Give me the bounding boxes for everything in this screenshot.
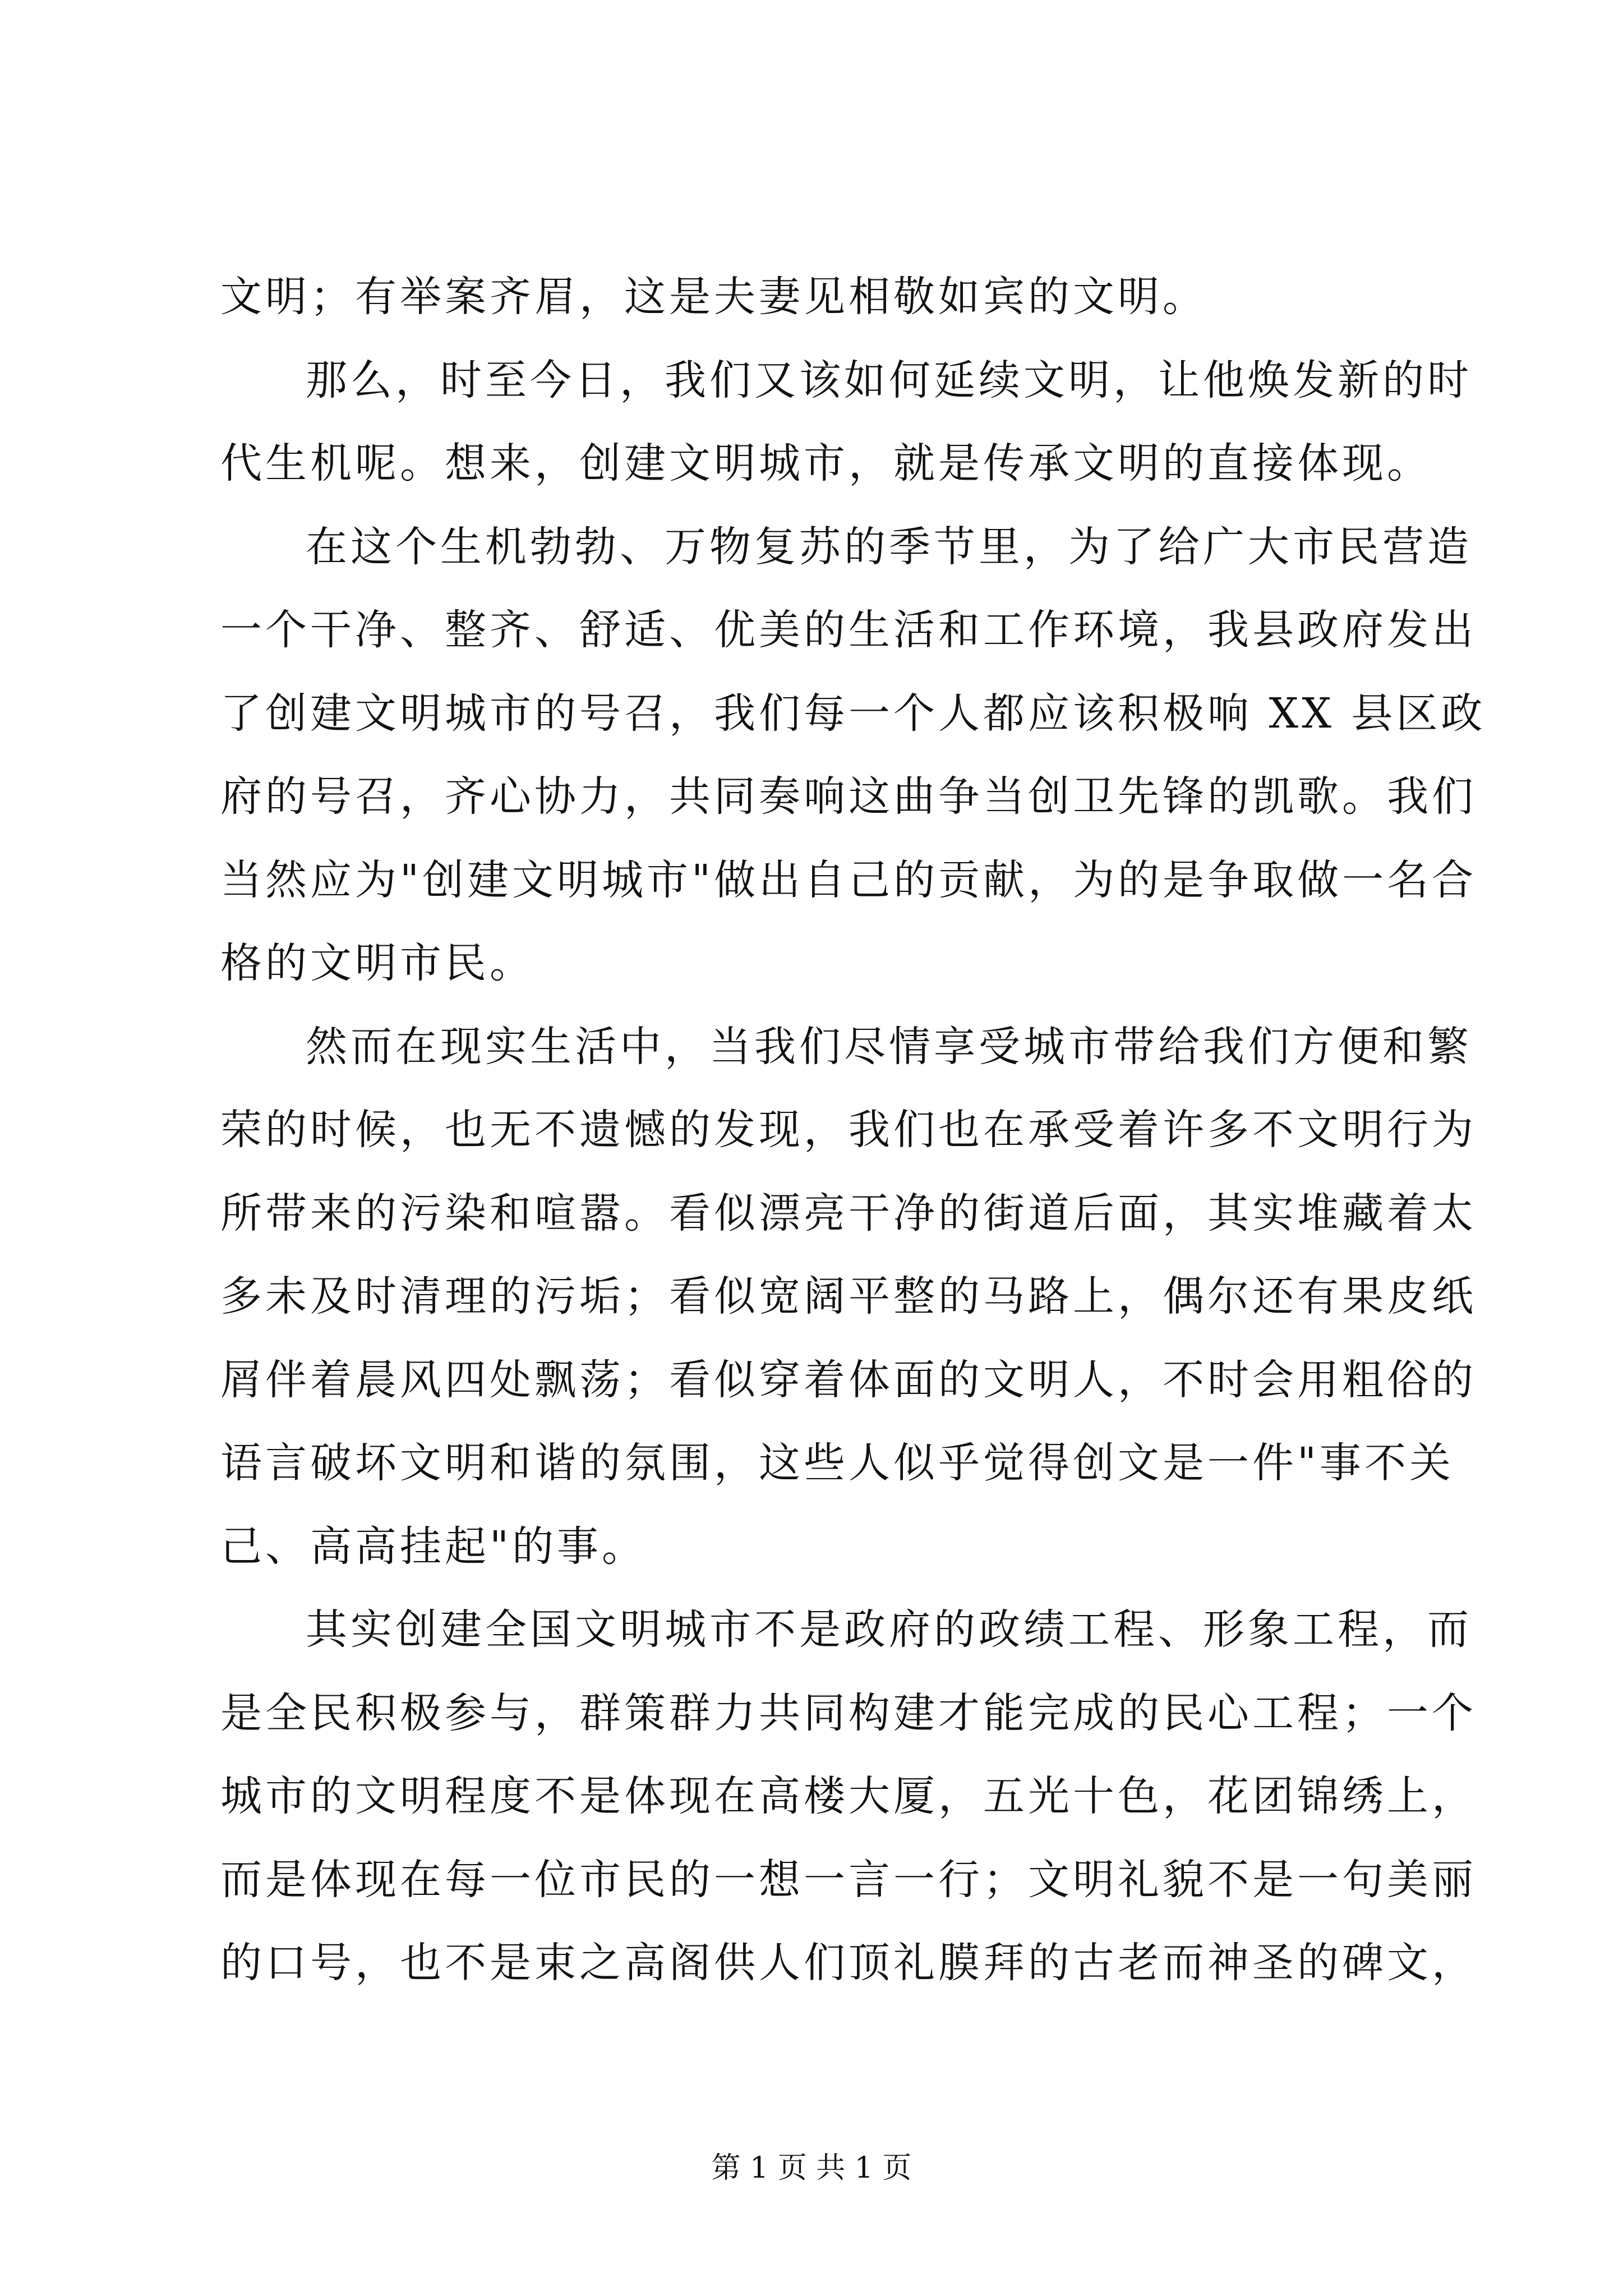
text-line: 一个干净、整齐、舒适、优美的生活和工作环境，我县政府发出 [220,606,1477,654]
text-line: 代生机呢。想来，创建文明城市，就是传承文明的直接体现。 [220,439,1432,487]
text-line: 所带来的污染和喧嚣。看似漂亮干净的街道后面，其实堆藏着太 [220,1189,1477,1237]
page-footer: 第 1 页 共 1 页 [711,2151,912,2185]
text-line: 府的号召，齐心协力，共同奏响这曲争当创卫先锋的凯歌。我们 [220,772,1477,821]
text-line: 文明；有举案齐眉，这是夫妻见相敬如宾的文明。 [220,273,1207,321]
text-line: 而是体现在每一位市民的一想一言一行；文明礼貌不是一句美丽 [220,1855,1477,1904]
document-body [220,255,1486,2005]
text-line: 屑伴着晨风四处飘荡；看似穿着体面的文明人，不时会用粗俗的 [220,1355,1477,1404]
text-line: 多未及时清理的污垢；看似宽阔平整的马路上，偶尔还有果皮纸 [220,1272,1477,1320]
text-line: 在这个生机勃勃、万物复苏的季节里，为了给广大市民营造 [306,522,1472,571]
text-line: 是全民积极参与，群策群力共同构建才能完成的民心工程；一个 [220,1688,1477,1737]
text-line: 了创建文明城市的号召，我们每一个人都应该积极响 XX 县区政 [220,689,1486,738]
text-line: 荣的时候，也无不遗憾的发现，我们也在承受着许多不文明行为 [220,1106,1477,1154]
text-line: 那么，时至今日，我们又该如何延续文明，让他焕发新的时 [306,356,1472,404]
text-line: 格的文明市民。 [220,939,534,987]
text-line: 语言破坏文明和谐的氛围，这些人似乎觉得创文是一件"事不关 [220,1439,1455,1487]
text-line: 然而在现实生活中，当我们尽情享受城市带给我们方便和繁 [306,1022,1472,1071]
text-line: 其实创建全国文明城市不是政府的政绩工程、形象工程，而 [306,1605,1472,1654]
text-line: 的口号，也不是束之高阁供人们顶礼膜拜的古老而神圣的碑文， [220,1939,1477,1987]
text-line: 当然应为"创建文明城市"做出自己的贡献，为的是争取做一名合 [220,855,1477,904]
text-line: 己、高高挂起"的事。 [220,1522,647,1571]
text-line: 城市的文明程度不是体现在高楼大厦，五光十色，花团锦绣上， [220,1772,1477,1820]
